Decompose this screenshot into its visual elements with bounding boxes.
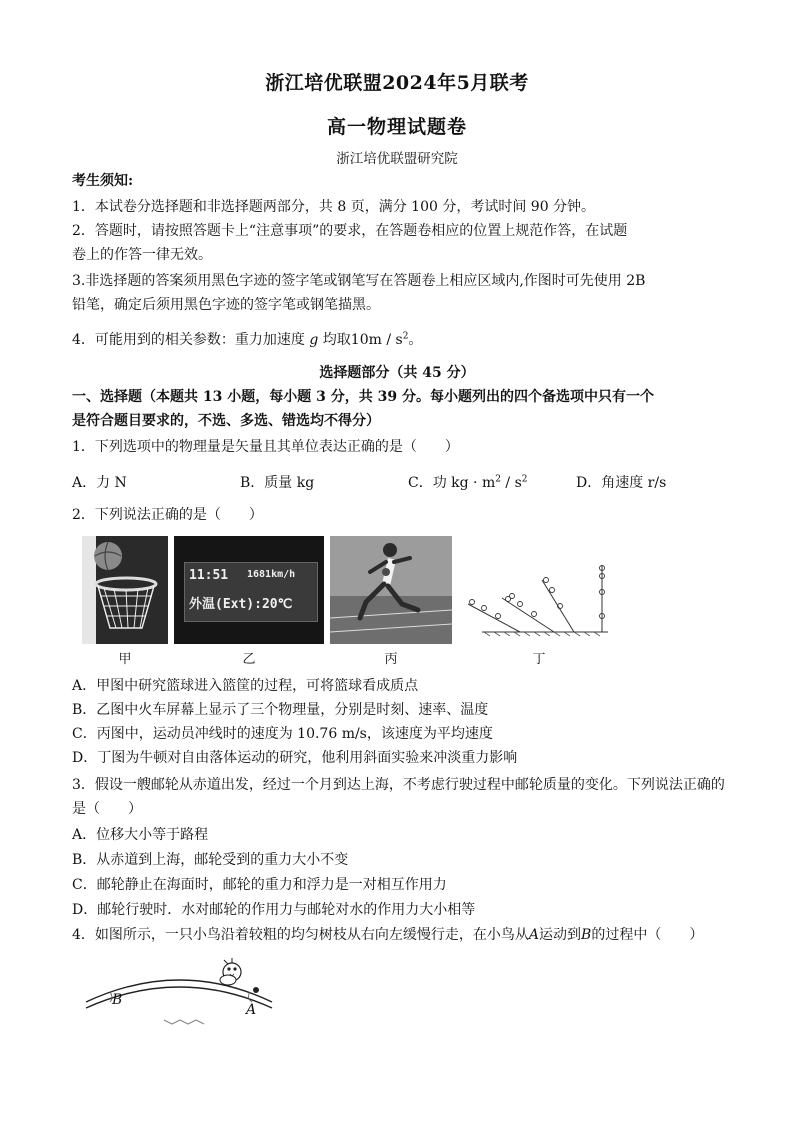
q3-stem-line1: 3．假设一艘邮轮从赤道出发，经过一个月到达上海，不考虑行驶过程中邮轮质量的变化。下列说法正确的 (72, 777, 725, 793)
q1-stem: 1．下列选项中的物理量是矢量且其单位表达正确的是（ ） (72, 439, 459, 455)
sprinter-photo (330, 536, 452, 644)
q1-option-c-exp1: 2 (495, 474, 501, 485)
train-screen (184, 562, 318, 622)
notice-item-2-line2: 卷上的作答一律无效。 (72, 247, 212, 263)
incline-experiment-sketch (460, 536, 610, 644)
q4-point-a: A (528, 927, 540, 943)
notice-item-4-prefix: 4．可能用到的相关参数：重力加速度 (72, 332, 305, 348)
q2-option-a: A．甲图中研究篮球进入篮筐的过程，可将篮球看成质点 (72, 678, 419, 694)
q3-option-b: B．从赤道到上海，邮轮受到的重力大小不变 (72, 852, 349, 868)
institution-name: 浙江培优联盟研究院 (336, 151, 458, 167)
notice-item-4-end: 。 (408, 332, 423, 348)
q4-stem (72, 924, 732, 946)
q1-option-c-mid: / s (500, 475, 522, 491)
exam-subtitle: 高一物理试题卷 (326, 116, 467, 138)
q2-option-b: B．乙图中火车屏幕上显示了三个物理量，分别是时刻、速率、温度 (72, 702, 489, 718)
notice-item-3-line2: 铅笔，确定后须用黑色字迹的签字笔或钢笔描黑。 (72, 297, 380, 313)
caption-ding: 丁 (532, 652, 546, 667)
basketball-illustration (82, 536, 168, 644)
q4-stem-prefix: 4．如图所示，一只小鸟沿着较粗的均匀树枝从右向左缓慢行走，在小鸟从 (72, 927, 529, 943)
sprinter-illustration (330, 536, 452, 644)
display-temperature: 外温(Ext):20℃ (189, 597, 293, 612)
notice-item-4-middle: 均取10m / s (322, 332, 403, 348)
caption-bing: 丙 (384, 652, 398, 667)
q1-option-b: B．质量 kg (240, 475, 315, 491)
q2-stem: 2．下列说法正确的是（ ） (72, 507, 263, 523)
label-point-a: A (246, 1002, 257, 1018)
notice-item-4-exponent: 2 (402, 331, 409, 342)
section-title: 选择题部分（共 45 分） (319, 365, 475, 381)
q3-option-a: A．位移大小等于路程 (72, 827, 209, 843)
q4-point-b: B (581, 927, 592, 943)
notice-item-4 (72, 329, 732, 351)
train-display-photo (174, 536, 324, 644)
q1-option-c-prefix: C．功 kg · m (408, 475, 496, 491)
q2-option-c: C．丙图中，运动员冲线时的速度为 10.76 m/s，该速度为平均速度 (72, 726, 493, 742)
exam-title: 浙江培优联盟2024年5月联考 (265, 72, 529, 94)
section-instruction-line1: 一、选择题（本题共 13 小题，每小题 3 分，共 39 分。每小题列出的四个备选项中只有一个 (72, 389, 654, 405)
q3-option-d: D．邮轮行驶时．水对邮轮的作用力与邮轮对水的作用力大小相等 (72, 902, 476, 918)
notice-item-2-line1: 2．答题时，请按照答题卡上“注意事项”的要求，在答题卷相应的位置上规范作答，在试题 (72, 223, 628, 239)
bird-branch-figure (80, 950, 280, 1028)
label-point-b: B (112, 992, 123, 1008)
basketball-photo (82, 536, 168, 644)
q4-stem-mid: 运动到 (539, 927, 582, 943)
display-speed: 1681km/h (247, 569, 296, 580)
caption-jia: 甲 (118, 652, 132, 667)
notice-item-3-line1: 3.非选择题的答案须用黑色字迹的签字笔或钢笔写在答题卷上相应区域内,作图时可先使用 2B (72, 273, 646, 289)
notice-heading: 考生须知: (72, 173, 134, 189)
q1-option-c (408, 472, 528, 492)
caption-yi: 乙 (242, 652, 256, 667)
q4-stem-end: 的过程中（ ） (591, 927, 704, 943)
q1-option-d: D．角速度 r/s (576, 475, 667, 491)
q1-option-c-exp2: 2 (521, 474, 528, 485)
incline-illustration (460, 536, 610, 644)
q3-option-c: C．邮轮静止在海面时，邮轮的重力和浮力是一对相互作用力 (72, 877, 447, 893)
notice-item-1: 1．本试卷分选择题和非选择题两部分，共 8 页，满分 100 分，考试时间 90 分钟。 (72, 199, 596, 215)
gravity-symbol: g (309, 332, 319, 348)
q2-option-d: D．丁图为牛顿对自由落体运动的研究，他利用斜面实验来冲淡重力影响 (72, 750, 518, 766)
section-instruction-line2: 是符合题目要求的，不选、多选、错选均不得分） (72, 413, 380, 429)
display-time: 11:51 (189, 568, 229, 583)
q1-option-a: A．力 N (72, 475, 127, 491)
q3-stem-line2: 是（ ） (72, 801, 142, 817)
